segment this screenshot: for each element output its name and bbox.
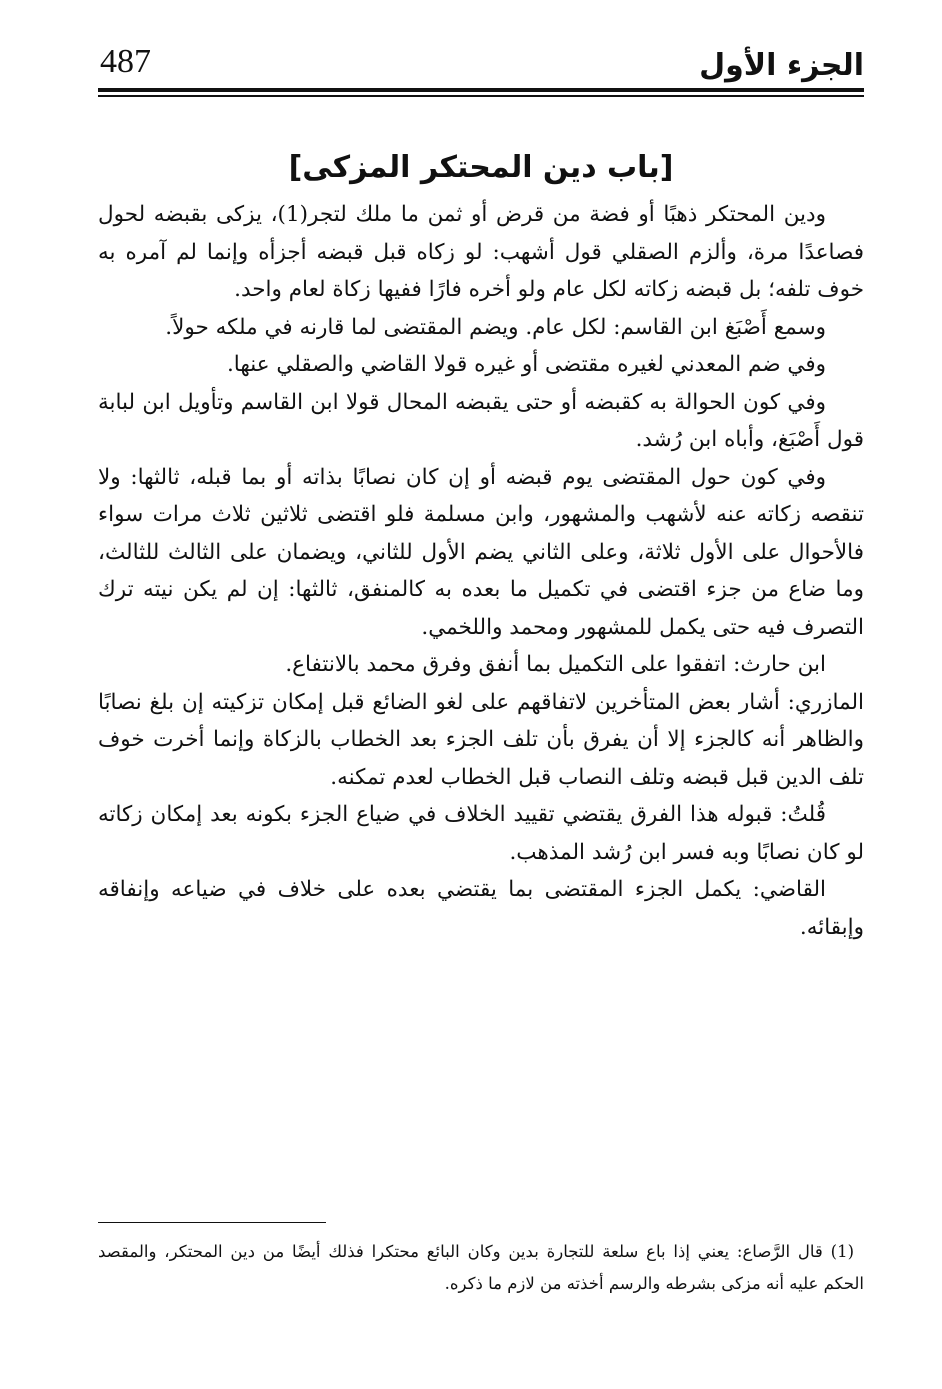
- paragraph: وفي ضم المعدني لغيره مقتضى أو غيره قولا القاضي والصقلي عنها.: [226, 352, 826, 377]
- page-number: 487: [100, 43, 151, 80]
- footnote-text: (1) قال الرَّصاع: يعني إذا باع سلعة للتجارة بدين وكان البائع محتكرا فذلك أيضًا من دين المحتكر، والمقصد الحكم عليه أنه مزكى بشرطه والرسم أخذته من لازم ما ذكره.: [98, 1242, 864, 1293]
- paragraph: قُلتُ: قبوله هذا الفرق يقتضي تقييد الخلاف في ضياع الجزء بكونه بعد إمكان زكاته لو كان نصابًا وبه فسر ابن رُشد المذهب.: [98, 802, 864, 865]
- paragraph: القاضي: يكمل الجزء المقتضى بما يقتضي بعده على خلاف في ضياعه وإنفاقه وإبقائه.: [98, 877, 864, 940]
- paragraph: المازري: أشار بعض المتأخرين لاتفاقهم على لغو الضائع قبل إمكان تزكيته إن بلغ نصابًا والظاهر أنه كالجزء إلا أن يفرق بأن تلف الجزء بعد الخطاب بالزكاة وإنما أخرت خوف تلف الدين قبل قبضه وتلف النصاب قبل الخطاب لعدم تمكنه.: [98, 689, 864, 790]
- chapter-title: [باب دين المحتكر المزكى]: [288, 150, 674, 185]
- paragraph: وسمع أَصْبَغ ابن القاسم: لكل عام. ويضم المقتضى لما قارنه في ملكه حولاً.: [165, 314, 826, 340]
- header-rule-thick: [98, 88, 864, 92]
- footnote-separator: [98, 1222, 326, 1223]
- paragraph: وفي كون الحوالة به كقبضه أو حتى يقبضه المحال قولا ابن القاسم وتأويل ابن لبابة قول أَصْبَغ، وأباه ابن رُشد.: [98, 389, 864, 452]
- paragraph: ودين المحتكر ذهبًا أو فضة من قرض أو ثمن ما ملك لتجر(1)، يزكى بقبضه لحول فصاعدًا مرة، وألزم الصقلي قول أشهب: لو زكاه قبل قبضه أجزأه وإنما لم آمره به خوف تلفه؛ بل قبضه زكاته لكل عام ولو أخره فارًا ففيها زكاة لعام واحد.: [98, 202, 864, 302]
- body-text: [98, 196, 864, 946]
- paragraph: ابن حارث: اتفقوا على التكميل بما أنفق وفرق محمد بالانتفاع.: [285, 652, 826, 677]
- paragraph: وفي كون حول المقتضى يوم قبضه أو إن كان نصابًا بذاته أو بما قبله، ثالثها: ولا تنقصه زكاته عنه لأشهب والمشهور، وابن مسلمة فلو اقتضى ثلاثين ثلاث مرات سواء فالأحوال على الأول ثلاثة، وعلى الثاني يضم الأول للثاني، ويضمان على الثالث للثالث، وما ضاع من جزء اقتضى في تكميل ما بعده به كالمنفق، ثالثها: إن لم يكن نيته ترك التصرف فيه حتى يكمل للمشهور ومحمد واللخمي.: [98, 464, 864, 640]
- running-header-title: الجزء الأول: [699, 48, 864, 83]
- header-rule-thin: [98, 95, 864, 97]
- footnote: [98, 1236, 864, 1300]
